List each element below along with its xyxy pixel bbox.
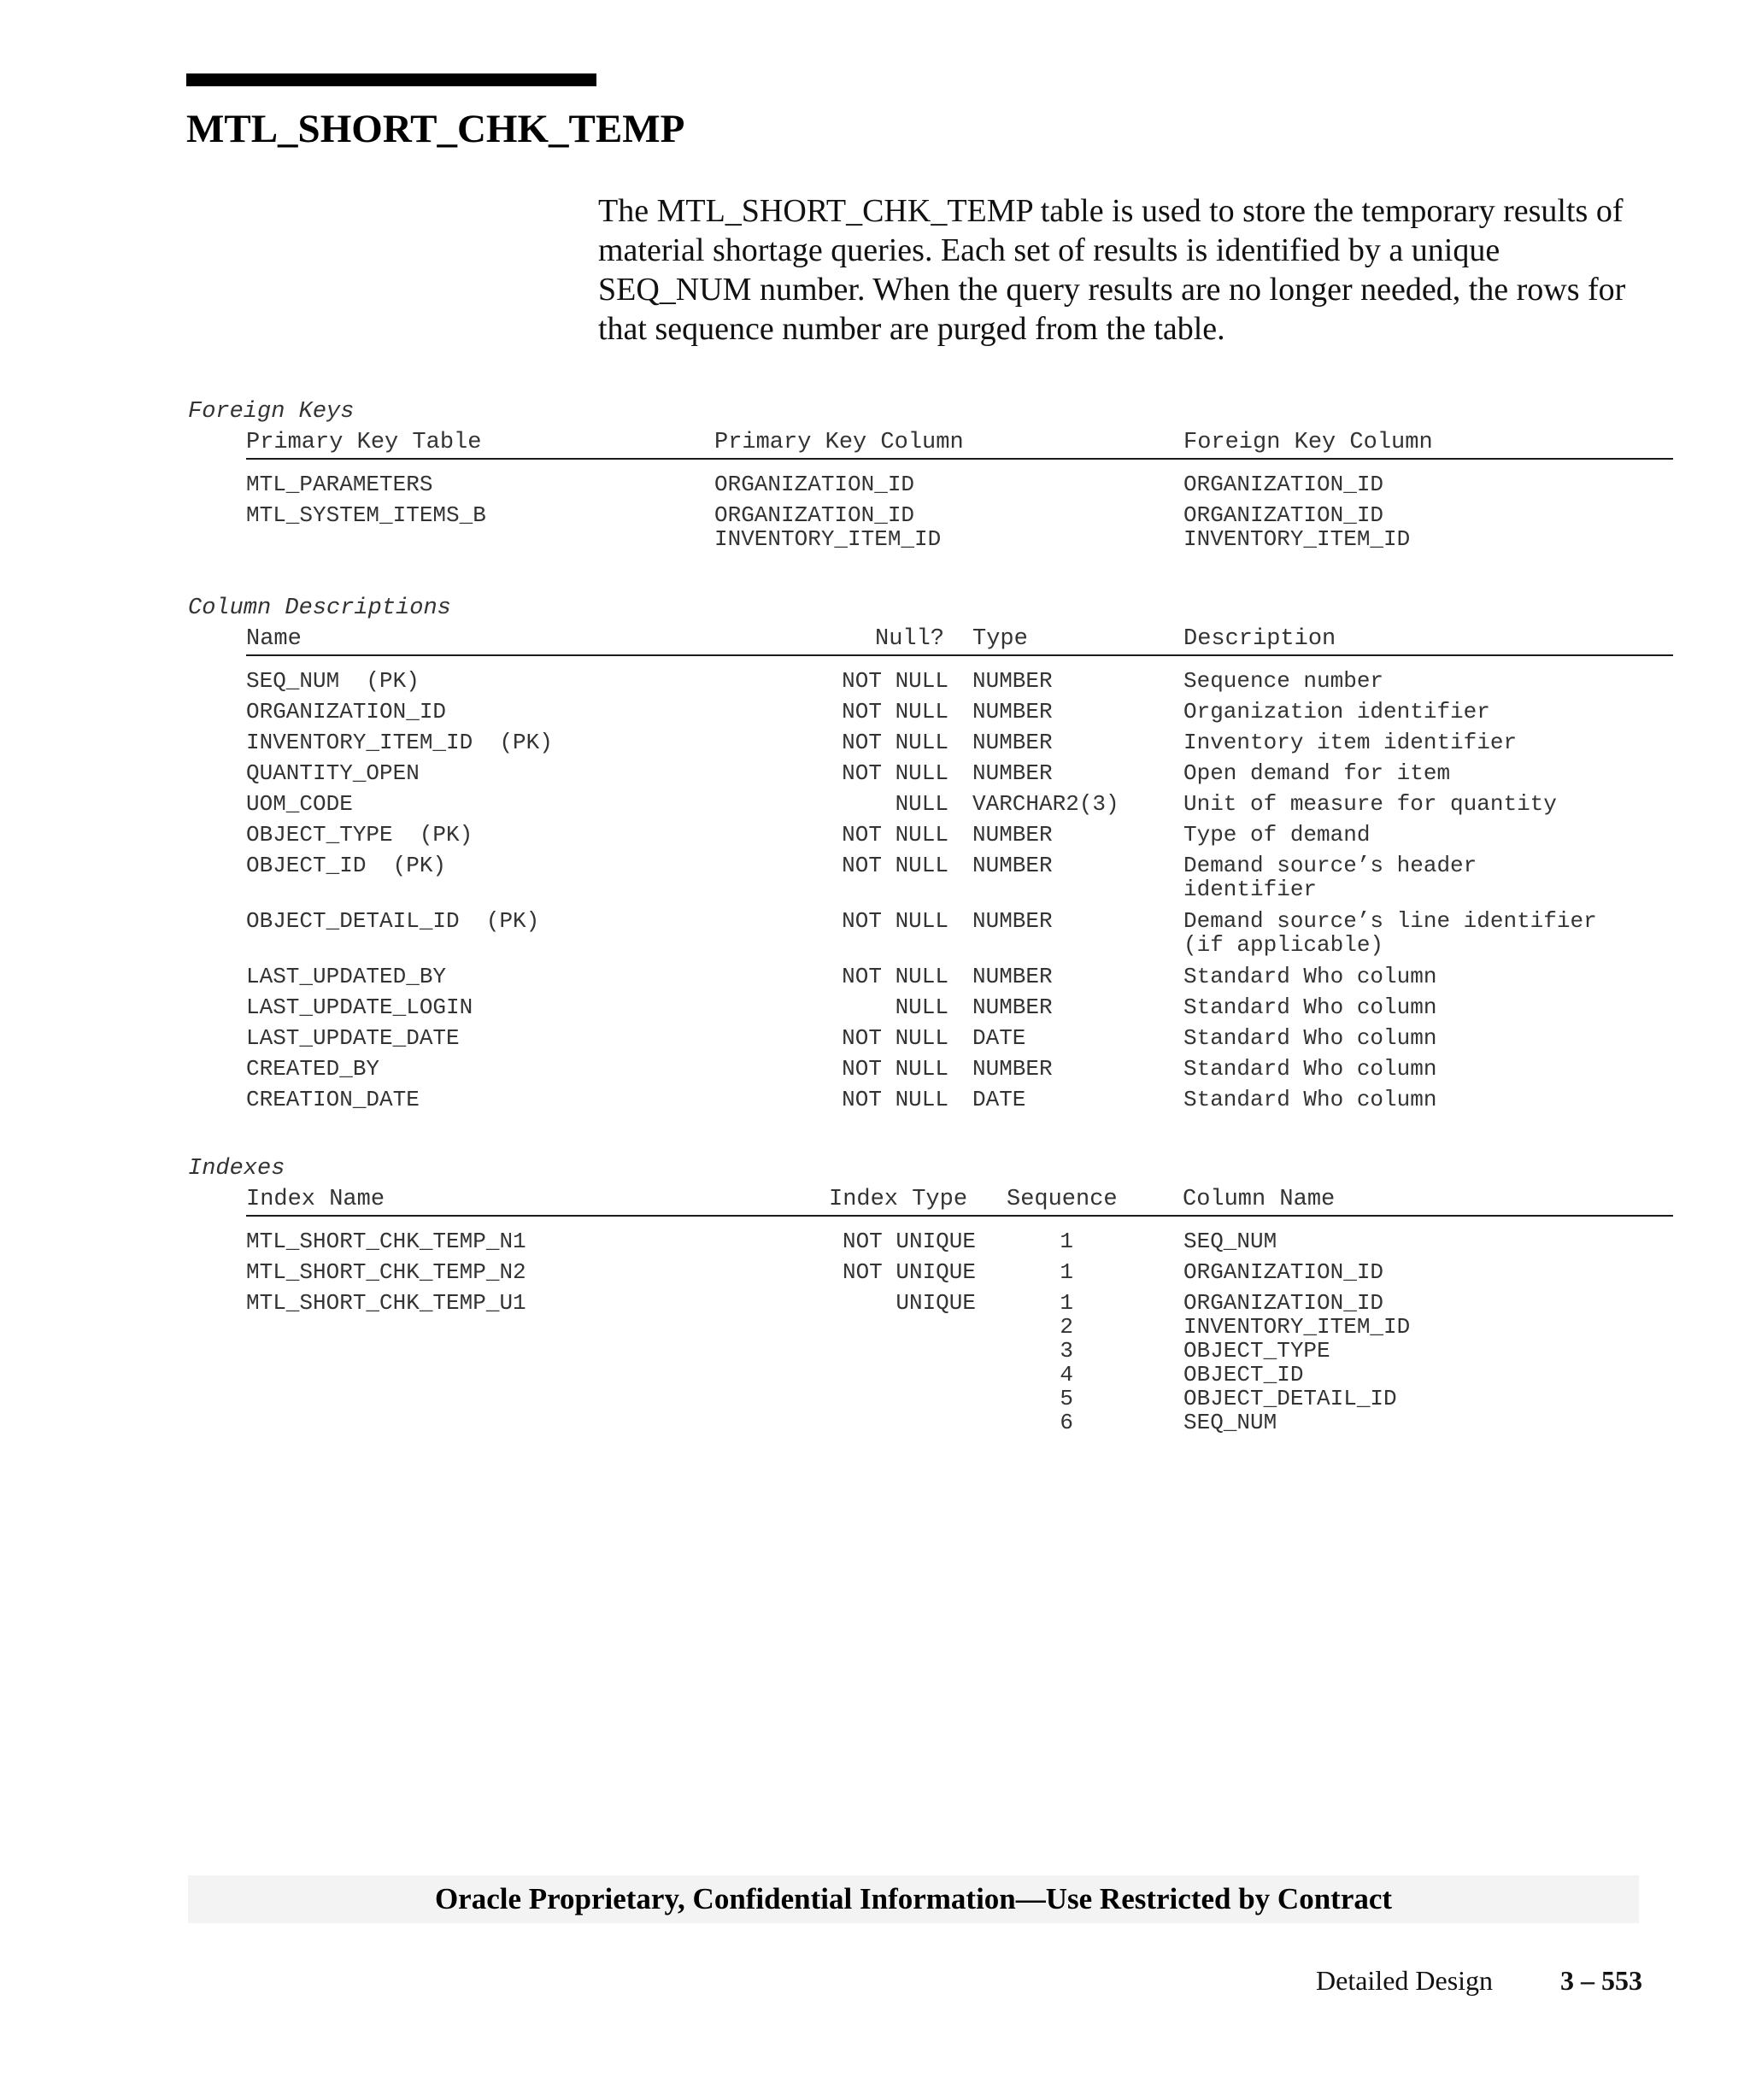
fk-pk-column: ORGANIZATION_ID — [714, 472, 915, 497]
indexes-label: Indexes — [188, 1156, 285, 1182]
fk-pk-column: ORGANIZATION_ID INVENTORY_ITEM_ID — [714, 502, 942, 552]
column-description: Standard Who column — [1183, 994, 1437, 1020]
column-name: OBJECT_TYPE (PK) — [246, 822, 473, 848]
column-name: INVENTORY_ITEM_ID (PK) — [246, 730, 553, 755]
table-row — [0, 792, 1750, 823]
idx-header-sequence: Sequence — [1007, 1187, 1118, 1212]
column-description: Open demand for item — [1183, 760, 1451, 786]
fk-header-rule — [246, 458, 1673, 460]
index-column-name: ORGANIZATION_ID — [1183, 1259, 1384, 1285]
column-description: Demand source’s header identifier — [1183, 853, 1477, 902]
table-row — [0, 700, 1750, 730]
column-nullable: NOT NULL — [842, 760, 948, 786]
column-name: LAST_UPDATE_DATE — [246, 1025, 460, 1051]
table-row — [0, 1026, 1750, 1057]
column-name: QUANTITY_OPEN — [246, 760, 420, 786]
fk-header-fk-column: Foreign Key Column — [1183, 430, 1433, 455]
table-row — [0, 1290, 1750, 1435]
column-nullable: NULL — [895, 791, 948, 817]
table-row — [0, 502, 1750, 552]
column-description: Standard Who column — [1183, 1087, 1437, 1112]
column-description: Standard Who column — [1183, 1056, 1437, 1082]
col-header-null: Null? — [875, 626, 945, 652]
page-number: 3 – 553 — [1560, 1965, 1642, 1996]
column-nullable: NOT NULL — [842, 853, 948, 878]
column-name: LAST_UPDATED_BY — [246, 964, 447, 989]
column-type: NUMBER — [972, 908, 1053, 934]
column-type: NUMBER — [972, 964, 1053, 989]
column-name: OBJECT_DETAIL_ID (PK) — [246, 908, 540, 934]
indexes-header-rule — [246, 1215, 1673, 1217]
fk-header-pk-column: Primary Key Column — [714, 430, 964, 455]
column-type: VARCHAR2(3) — [972, 791, 1119, 817]
column-type: NUMBER — [972, 1056, 1053, 1082]
footer-section-name: Detailed Design — [1316, 1965, 1494, 1996]
table-row — [0, 995, 1750, 1026]
table-row — [0, 1057, 1750, 1088]
table-row — [0, 908, 1750, 958]
fk-fk-column: ORGANIZATION_ID INVENTORY_ITEM_ID — [1183, 502, 1411, 552]
idx-header-column: Column Name — [1183, 1187, 1336, 1212]
title-bar-decoration — [186, 73, 596, 86]
column-name: ORGANIZATION_ID — [246, 699, 447, 724]
fk-fk-column: ORGANIZATION_ID — [1183, 472, 1384, 497]
fk-table-name: MTL_PARAMETERS — [246, 472, 433, 497]
description-text: The MTL_SHORT_CHK_TEMP table is used to store the temporary results of material shortage queries. Each set of results is identified by a unique SEQ_NUM number. When the query results are no longer needed, the rows for that sequence number are purged from the table. — [598, 193, 1626, 347]
column-type: NUMBER — [972, 668, 1053, 694]
column-type: NUMBER — [972, 760, 1053, 786]
column-description: Standard Who column — [1183, 1025, 1437, 1051]
column-name: SEQ_NUM (PK) — [246, 668, 420, 694]
column-name: CREATED_BY — [246, 1056, 380, 1082]
column-type: NUMBER — [972, 822, 1053, 848]
table-row — [0, 1260, 1750, 1291]
column-name: UOM_CODE — [246, 791, 353, 817]
index-sequence: 1 2 3 4 5 6 — [1060, 1290, 1073, 1435]
table-row — [0, 1229, 1750, 1260]
column-nullable: NOT NULL — [842, 668, 948, 694]
table-row — [0, 669, 1750, 700]
table-row — [0, 761, 1750, 792]
table-row — [0, 1088, 1750, 1118]
table-description — [598, 191, 1641, 349]
columns-header-rule — [246, 654, 1673, 656]
index-name: MTL_SHORT_CHK_TEMP_N2 — [246, 1259, 526, 1285]
column-nullable: NOT NULL — [842, 964, 948, 989]
column-nullable: NOT NULL — [842, 1025, 948, 1051]
index-sequence: 1 — [1060, 1229, 1073, 1254]
column-type: NUMBER — [972, 994, 1053, 1020]
column-description: Inventory item identifier — [1183, 730, 1518, 755]
column-nullable: NOT NULL — [842, 822, 948, 848]
col-header-description: Description — [1183, 626, 1336, 652]
column-type: DATE — [972, 1025, 1026, 1051]
table-row — [0, 730, 1750, 761]
column-description: Type of demand — [1183, 822, 1371, 848]
table-row — [0, 853, 1750, 902]
column-type: DATE — [972, 1087, 1026, 1112]
col-header-name: Name — [246, 626, 302, 652]
confidentiality-notice: Oracle Proprietary, Confidential Information––Use Restricted by Contract — [434, 1882, 1393, 1915]
column-description: Unit of measure for quantity — [1183, 791, 1557, 817]
index-column-name: ORGANIZATION_ID INVENTORY_ITEM_ID OBJECT_TYPE OBJECT_ID OBJECT_DETAIL_ID SEQ_NUM — [1183, 1290, 1411, 1435]
column-type: NUMBER — [972, 699, 1053, 724]
column-description: Sequence number — [1183, 668, 1384, 694]
idx-header-name: Index Name — [246, 1187, 385, 1212]
column-description: Organization identifier — [1183, 699, 1490, 724]
idx-header-type: Index Type — [829, 1187, 968, 1212]
fk-header-table: Primary Key Table — [246, 430, 482, 455]
foreign-keys-label: Foreign Keys — [188, 399, 355, 425]
table-row — [0, 472, 1750, 503]
column-description: Demand source’s line identifier (if applicable) — [1183, 908, 1597, 958]
column-type: NUMBER — [972, 853, 1053, 878]
fk-table-name: MTL_SYSTEM_ITEMS_B — [246, 502, 486, 528]
index-name: MTL_SHORT_CHK_TEMP_U1 — [246, 1290, 526, 1316]
col-header-type: Type — [972, 626, 1028, 652]
table-row — [0, 965, 1750, 995]
column-nullable: NULL — [895, 994, 948, 1020]
column-nullable: NOT NULL — [842, 730, 948, 755]
index-sequence: 1 — [1060, 1259, 1073, 1285]
index-name: MTL_SHORT_CHK_TEMP_N1 — [246, 1229, 526, 1254]
column-nullable: NOT NULL — [842, 699, 948, 724]
index-type: UNIQUE — [896, 1290, 976, 1316]
column-description: Standard Who column — [1183, 964, 1437, 989]
index-type: NOT UNIQUE — [842, 1259, 976, 1285]
column-name: LAST_UPDATE_LOGIN — [246, 994, 473, 1020]
column-descriptions-label: Column Descriptions — [188, 595, 451, 621]
column-nullable: NOT NULL — [842, 908, 948, 934]
table-row — [0, 823, 1750, 853]
index-column-name: SEQ_NUM — [1183, 1229, 1277, 1254]
column-nullable: NOT NULL — [842, 1087, 948, 1112]
index-type: NOT UNIQUE — [842, 1229, 976, 1254]
column-name: OBJECT_ID (PK) — [246, 853, 447, 878]
column-name: CREATION_DATE — [246, 1087, 420, 1112]
column-type: NUMBER — [972, 730, 1053, 755]
page-title: MTL_SHORT_CHK_TEMP — [186, 107, 685, 151]
column-nullable: NOT NULL — [842, 1056, 948, 1082]
